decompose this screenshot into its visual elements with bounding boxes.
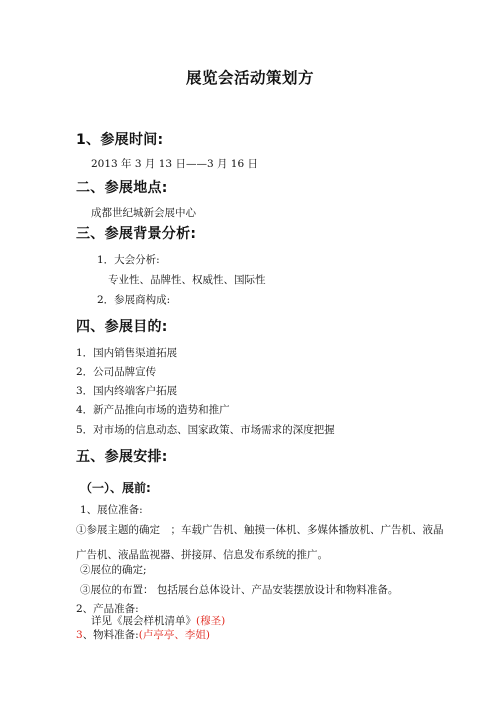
goal-item-1: 1．国内销售渠道拓展 bbox=[76, 347, 178, 359]
exhibition-venue: 成都世纪城新会展中心 bbox=[91, 207, 196, 219]
section-5-heading: 五、参展安排: bbox=[76, 449, 168, 465]
product-detail-text: 详见《展会样机清单》 bbox=[91, 615, 196, 627]
pre-exhibition-heading: （一）、展前: bbox=[80, 481, 151, 495]
goal-item-2: 2．公司品牌宣传 bbox=[76, 366, 157, 378]
product-detail-line bbox=[91, 614, 225, 628]
booth-confirm-line: ②展位的确定; bbox=[80, 564, 147, 576]
document-title: 展览会活动策划方 bbox=[185, 69, 314, 87]
material-prep-text: 、物料准备: bbox=[82, 629, 139, 641]
product-owner: (穆圣) bbox=[196, 615, 226, 627]
material-owner: (卢亭亭、李姐) bbox=[138, 629, 210, 641]
theme-paragraph: ①参展主题的确定 ；车载广告机、触摸一体机、多媒体播放机、广告机、液晶广告机、液晶监视器、拼接屏、信息发布系统的推广。 bbox=[76, 524, 444, 561]
section-2-heading: 二、参展地点: bbox=[76, 180, 168, 196]
section-3-heading: 三、参展背景分析: bbox=[76, 226, 197, 242]
analysis-item-1-detail: 专业性、品牌性、权威性、国际性 bbox=[108, 274, 266, 286]
section-1-heading: 1、参展时间: bbox=[76, 132, 164, 148]
goal-item-4: 4．新产品推向市场的造势和推广 bbox=[76, 404, 230, 416]
goal-item-5: 5．对市场的信息动态、国家政策、市场需求的深度把握 bbox=[76, 424, 335, 436]
analysis-item-2: 2．参展商构成: bbox=[97, 294, 171, 306]
booth-layout-line: ③展位的布置： 包括展台总体设计、产品安装摆放设计和物料准备。 bbox=[80, 584, 399, 596]
exhibition-dates: 2013 年 3 月 13 日——3 月 16 日 bbox=[91, 158, 259, 170]
material-prep-line bbox=[76, 628, 210, 642]
section-4-heading: 四、参展目的: bbox=[76, 319, 168, 335]
material-prep-number: 3 bbox=[76, 629, 83, 641]
analysis-item-1: 1．大会分析: bbox=[97, 254, 160, 266]
product-prep-label: 2、产品准备: bbox=[76, 603, 139, 615]
booth-prep-label: 1、展位准备: bbox=[80, 504, 143, 516]
goal-item-3: 3．国内终端客户拓展 bbox=[76, 385, 178, 397]
